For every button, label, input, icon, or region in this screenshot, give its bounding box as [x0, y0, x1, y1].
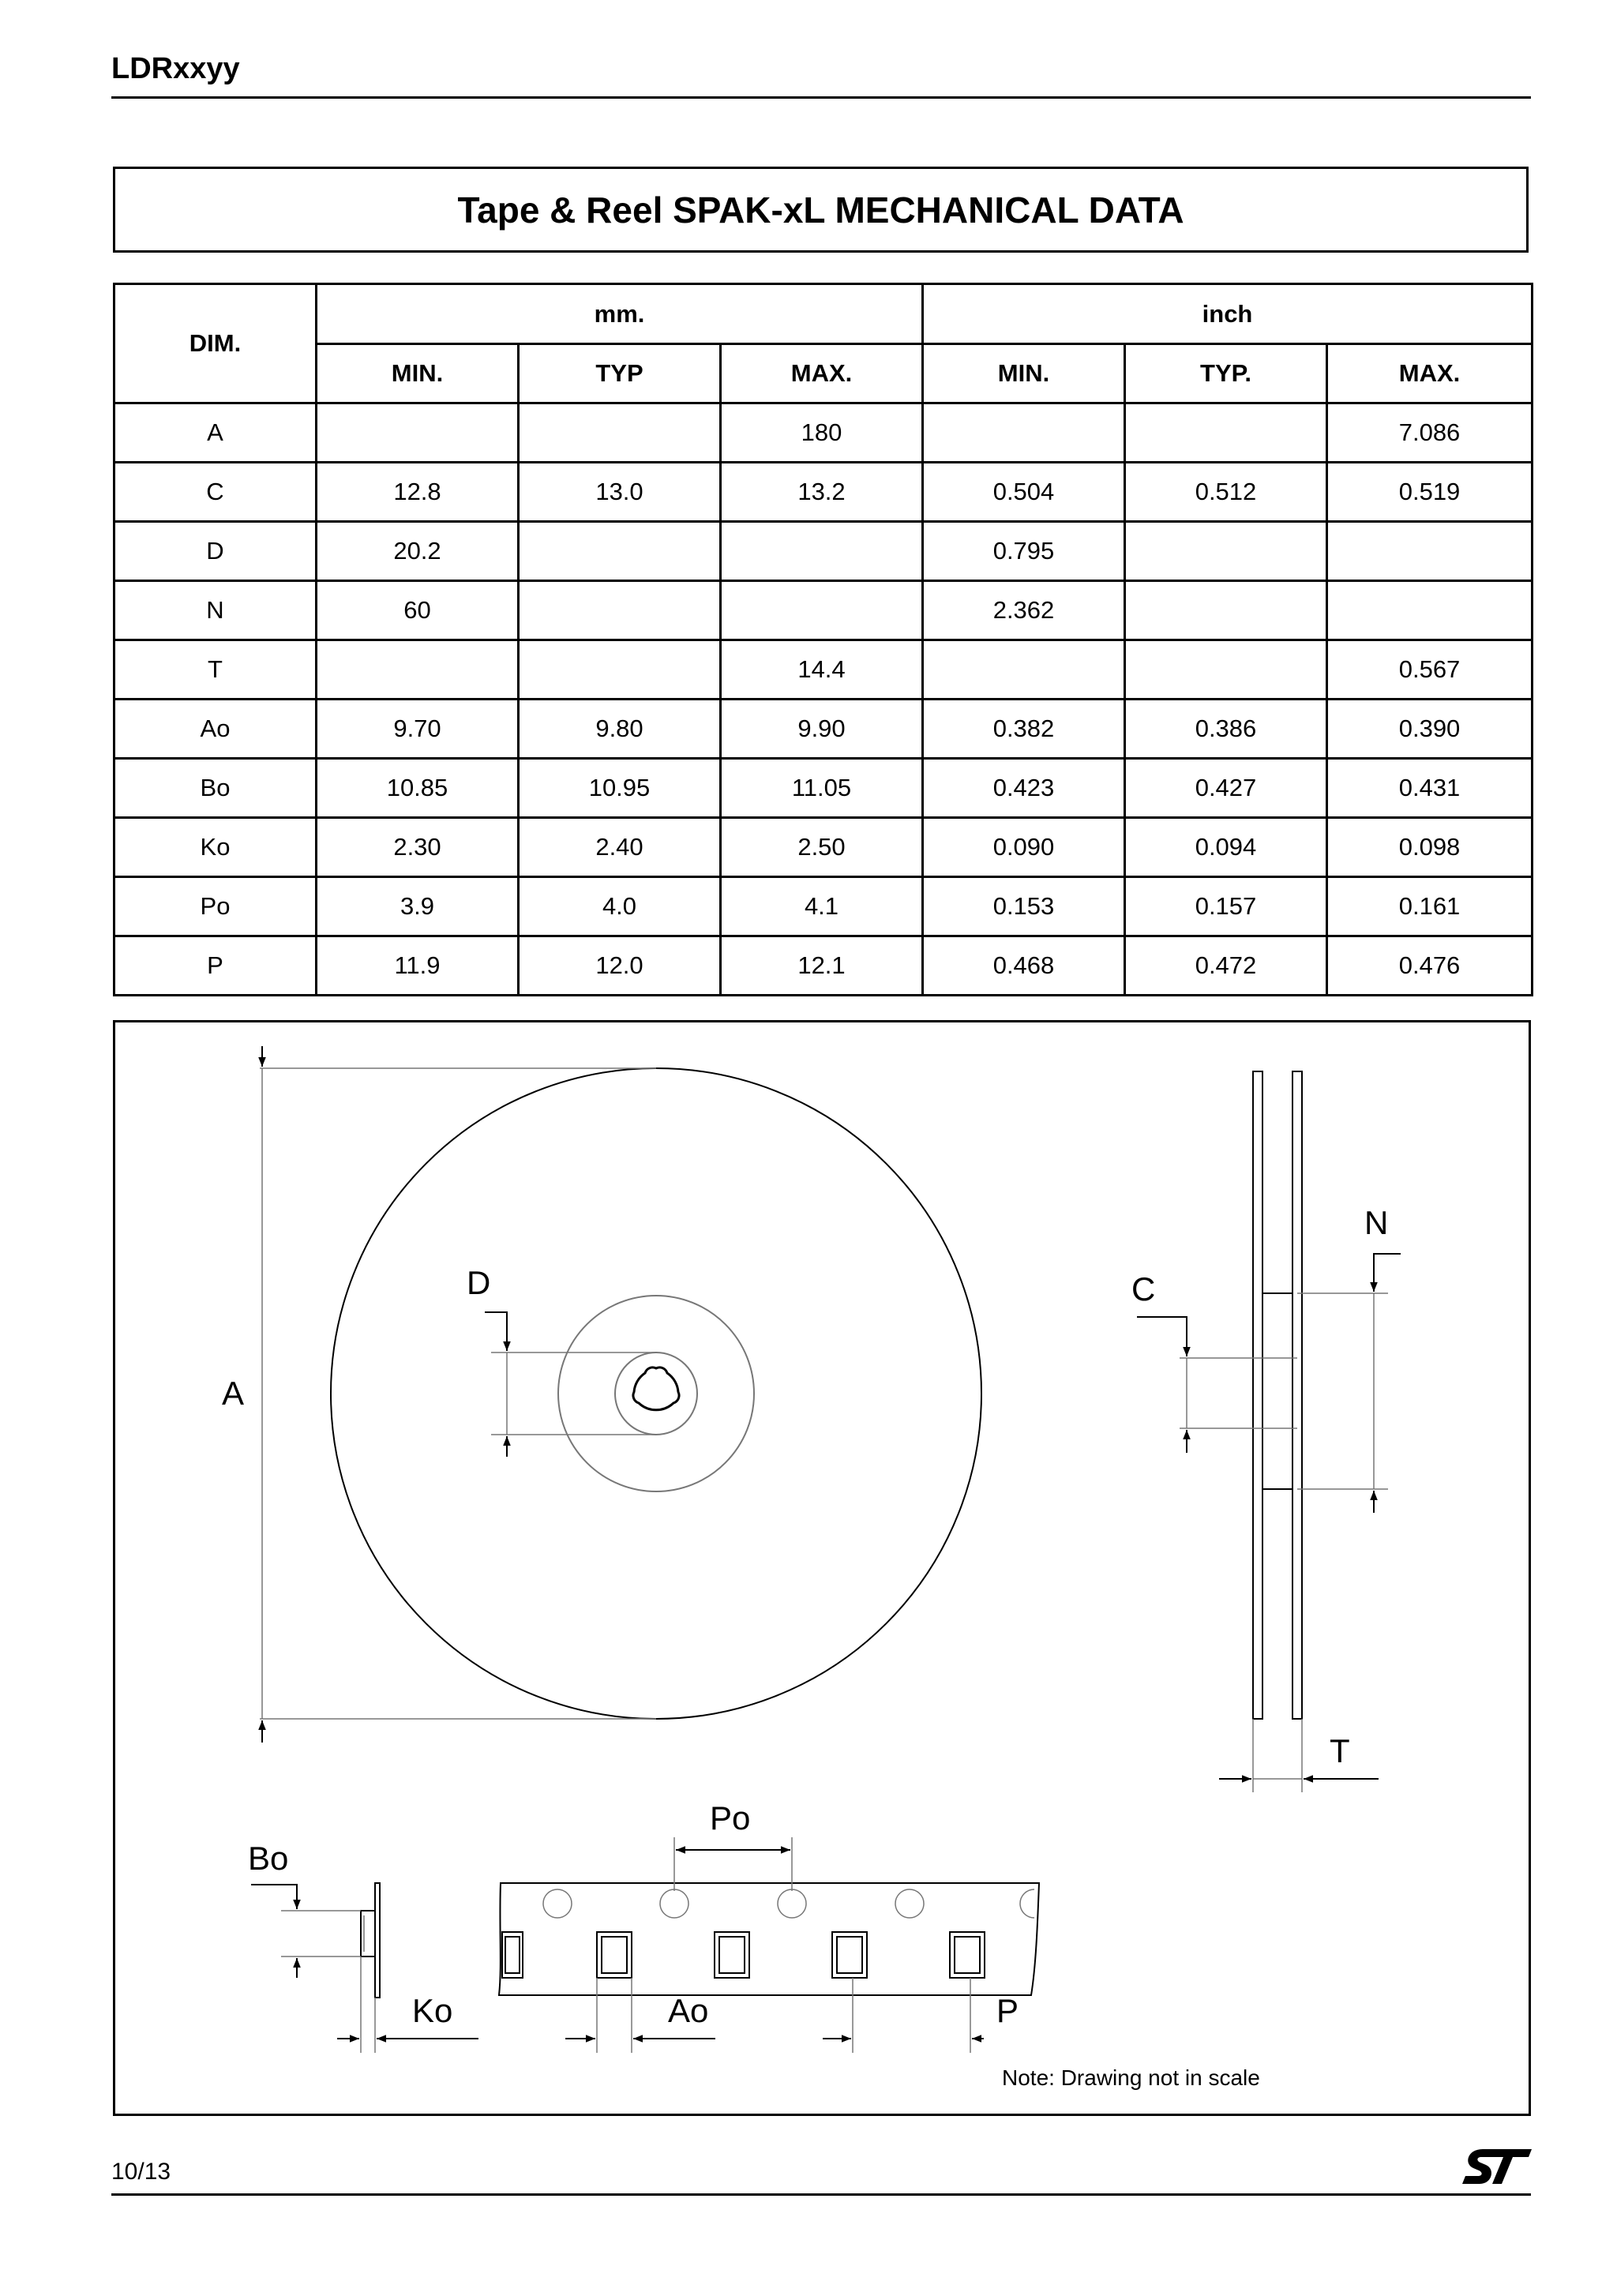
cell-mm-min: 10.85: [317, 759, 519, 818]
mm-min-header: MIN.: [317, 344, 519, 403]
cell-mm-max: 4.1: [721, 877, 923, 936]
inch-max-header: MAX.: [1327, 344, 1533, 403]
cell-inch-min: [923, 640, 1125, 700]
cell-inch-max: 0.390: [1327, 700, 1533, 759]
cell-inch-min: 0.468: [923, 936, 1125, 996]
mechanical-drawing: [113, 1020, 1531, 2116]
cell-dim: C: [114, 463, 317, 522]
cell-mm-typ: 13.0: [519, 463, 721, 522]
cell-inch-max: 0.567: [1327, 640, 1533, 700]
cell-mm-typ: 12.0: [519, 936, 721, 996]
cell-mm-max: 11.05: [721, 759, 923, 818]
label-po: Po: [710, 1799, 751, 1836]
cell-inch-max: 0.519: [1327, 463, 1533, 522]
footer-rule: [111, 2193, 1531, 2196]
cell-mm-min: 9.70: [317, 700, 519, 759]
label-n: N: [1364, 1204, 1389, 1241]
cell-dim: Ao: [114, 700, 317, 759]
page-number: 10/13: [111, 2159, 171, 2185]
label-a: A: [222, 1375, 245, 1412]
cell-inch-typ: [1125, 640, 1327, 700]
table-row: [114, 877, 1533, 936]
cell-inch-typ: 0.512: [1125, 463, 1327, 522]
label-p: P: [996, 1992, 1019, 2029]
cell-inch-max: [1327, 522, 1533, 581]
cell-inch-max: 0.098: [1327, 818, 1533, 877]
cell-inch-max: 7.086: [1327, 403, 1533, 463]
table-row: [114, 640, 1533, 700]
cell-mm-min: [317, 403, 519, 463]
cell-mm-typ: [519, 640, 721, 700]
cell-mm-typ: 9.80: [519, 700, 721, 759]
cell-inch-max: 0.476: [1327, 936, 1533, 996]
reel-hub: [558, 1296, 754, 1491]
cell-inch-typ: [1125, 581, 1327, 640]
reel-side-flange-right: [1292, 1071, 1302, 1719]
label-c: C: [1131, 1270, 1156, 1307]
cell-mm-min: 3.9: [317, 877, 519, 936]
cell-dim: N: [114, 581, 317, 640]
drawing-svg: [115, 1022, 1533, 2118]
label-ao: Ao: [668, 1992, 709, 2029]
cell-mm-min: 20.2: [317, 522, 519, 581]
cell-mm-typ: 4.0: [519, 877, 721, 936]
mm-max-header: MAX.: [721, 344, 923, 403]
header-rule: [111, 96, 1531, 99]
cell-mm-max: [721, 522, 923, 581]
cell-dim: Bo: [114, 759, 317, 818]
dim-header: DIM.: [114, 284, 317, 403]
cell-mm-typ: 2.40: [519, 818, 721, 877]
table-row: [114, 700, 1533, 759]
cell-inch-min: 2.362: [923, 581, 1125, 640]
cell-mm-max: 13.2: [721, 463, 923, 522]
cell-mm-max: 2.50: [721, 818, 923, 877]
cell-mm-max: 14.4: [721, 640, 923, 700]
cell-dim: Ko: [114, 818, 317, 877]
cell-mm-typ: 10.95: [519, 759, 721, 818]
cell-dim: T: [114, 640, 317, 700]
cell-inch-max: 0.431: [1327, 759, 1533, 818]
mechanical-data-table: [113, 283, 1533, 996]
cell-mm-min: 11.9: [317, 936, 519, 996]
cell-inch-min: 0.153: [923, 877, 1125, 936]
cell-inch-typ: 0.386: [1125, 700, 1327, 759]
reel-outer: [331, 1068, 981, 1719]
cell-inch-min: 0.423: [923, 759, 1125, 818]
reel-bore: [615, 1352, 697, 1435]
label-d: D: [467, 1264, 491, 1301]
reel-center-hole: [633, 1367, 679, 1410]
cell-inch-max: [1327, 581, 1533, 640]
cell-inch-max: 0.161: [1327, 877, 1533, 936]
cell-mm-max: 9.90: [721, 700, 923, 759]
section-title: Tape & Reel SPAK-xL MECHANICAL DATA: [113, 167, 1529, 253]
cell-inch-typ: 0.427: [1125, 759, 1327, 818]
cell-mm-min: 60: [317, 581, 519, 640]
st-logo-icon: [1461, 2146, 1533, 2187]
cell-inch-min: 0.382: [923, 700, 1125, 759]
cell-mm-max: [721, 581, 923, 640]
label-ko: Ko: [412, 1992, 453, 2029]
table-row: [114, 403, 1533, 463]
sub-header-row: [114, 344, 1533, 403]
cell-inch-min: 0.504: [923, 463, 1125, 522]
cell-inch-min: 0.090: [923, 818, 1125, 877]
mm-typ-header: TYP: [519, 344, 721, 403]
table-row: [114, 522, 1533, 581]
cell-inch-typ: 0.094: [1125, 818, 1327, 877]
cell-dim: Po: [114, 877, 317, 936]
cell-mm-min: [317, 640, 519, 700]
cell-inch-typ: 0.157: [1125, 877, 1327, 936]
cell-mm-max: 12.1: [721, 936, 923, 996]
cell-inch-min: 0.795: [923, 522, 1125, 581]
cell-mm-min: 2.30: [317, 818, 519, 877]
cell-mm-min: 12.8: [317, 463, 519, 522]
mm-group-header: mm.: [317, 284, 923, 344]
cell-inch-typ: 0.472: [1125, 936, 1327, 996]
drawing-note: Note: Drawing not in scale: [1002, 2065, 1260, 2090]
inch-group-header: inch: [923, 284, 1533, 344]
cell-mm-max: 180: [721, 403, 923, 463]
table-row: [114, 463, 1533, 522]
cell-dim: P: [114, 936, 317, 996]
document-title: LDRxxyy: [111, 52, 240, 85]
label-t: T: [1330, 1732, 1350, 1769]
cell-mm-typ: [519, 581, 721, 640]
cell-mm-typ: [519, 522, 721, 581]
table-row: [114, 818, 1533, 877]
label-bo: Bo: [248, 1840, 289, 1877]
cell-inch-min: [923, 403, 1125, 463]
cell-dim: A: [114, 403, 317, 463]
cell-inch-typ: [1125, 522, 1327, 581]
inch-min-header: MIN.: [923, 344, 1125, 403]
reel-side-flange-left: [1253, 1071, 1262, 1719]
tape-pockets: [502, 1932, 985, 1978]
cell-mm-typ: [519, 403, 721, 463]
cell-inch-typ: [1125, 403, 1327, 463]
cell-dim: D: [114, 522, 317, 581]
table-row: [114, 581, 1533, 640]
table-row: [114, 936, 1533, 996]
table-row: [114, 759, 1533, 818]
inch-typ-header: TYP.: [1125, 344, 1327, 403]
